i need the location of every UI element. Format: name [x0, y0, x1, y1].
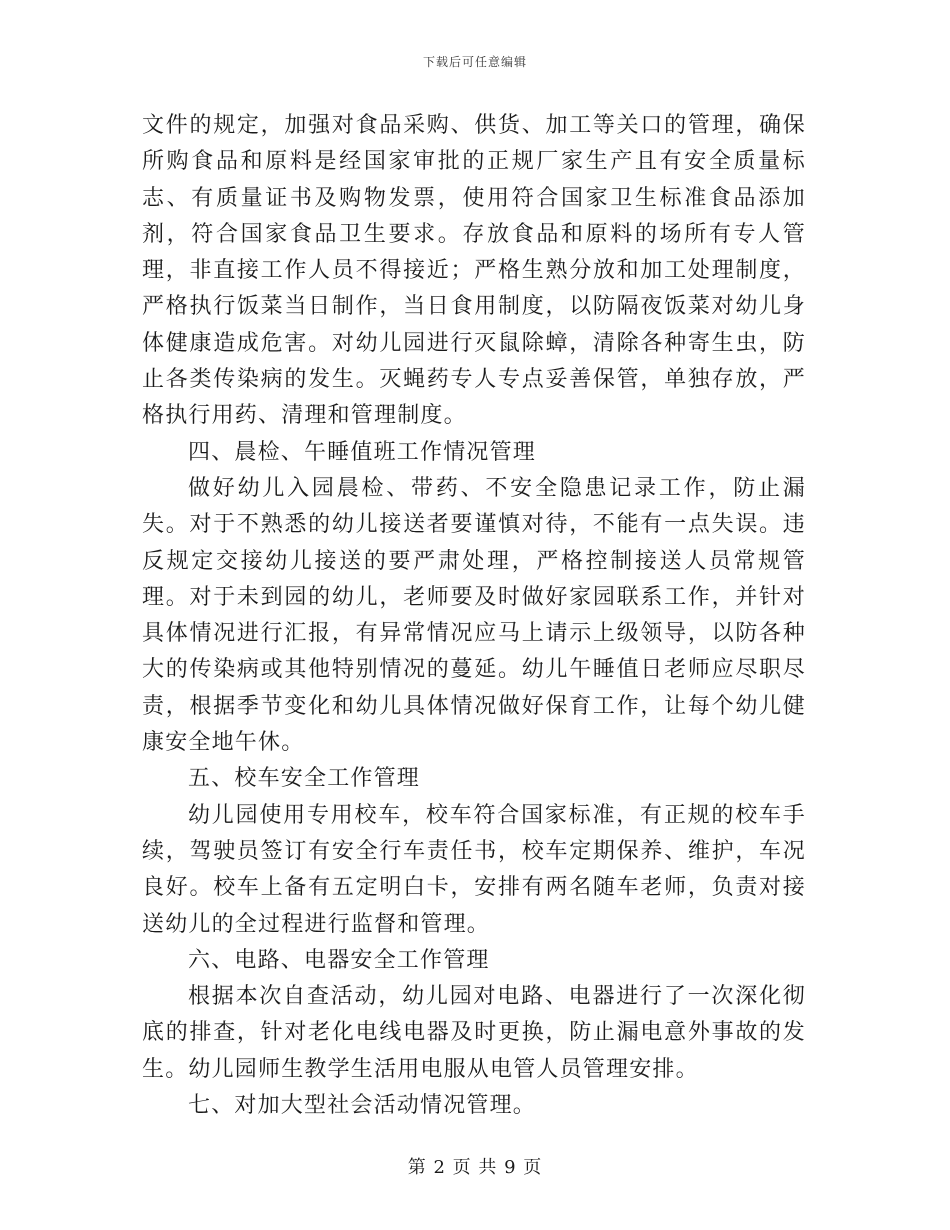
header-note: 下载后可任意编辑 [422, 55, 527, 69]
section-heading-school-bus: 五、校车安全工作管理 [188, 766, 421, 792]
section-heading-social-activities: 七、对加大型社会活动情况管理。 [188, 1093, 537, 1119]
page-number: 第 2 页 共 9 页 [407, 1157, 543, 1178]
section-heading-morning-check: 四、晨检、午睡值班工作情况管理 [188, 439, 537, 465]
paragraph-school-bus: 幼儿园使用专用校车，校车符合国家标准，有正规的校车手续，驾驶员签订有安全行车责任书，校车定期保养、维护，车况良好。校车上备有五定明白卡，安排有两名随车老师，负责对接送幼儿的全过程进行监督和管理。 [142, 802, 806, 937]
paragraph-electrical: 根据本次自查活动，幼儿园对电路、电器进行了一次深化彻底的排查，针对老化电线电器及时更换，防止漏电意外事故的发生。幼儿园师生教学生活用电服从电管人员管理安排。 [142, 984, 806, 1082]
paragraph-morning-check: 做好幼儿入园晨检、带药、不安全隐患记录工作，防止漏失。对于不熟悉的幼儿接送者要谨慎对待，不能有一点失误。违反规定交接幼儿接送的要严肃处理，严格控制接送人员常规管理。对于未到园的幼儿，老师要及时做好家园联系工作，并针对具体情况进行汇报，有异常情况应马上请示上级领导，以防各种大的传染病或其他特别情况的蔓延。幼儿午睡值日老师应尽职尽责，根据季节变化和幼儿具体情况做好保育工作，让每个幼儿健康安全地午休。 [142, 475, 806, 756]
section-heading-electrical: 六、电路、电器安全工作管理 [188, 947, 490, 973]
paragraph-food-safety: 文件的规定，加强对食品采购、供货、加工等关口的管理，确保所购食品和原料是经国家审批的正规厂家生产且有安全质量标志、有质量证书及购物发票，使用符合国家卫生标准食品添加剂，符合国家食品卫生要求。存放食品和原料的场所有专人管理，非直接工作人员不得接近；严格生熟分放和加工处理制度，严格执行饭菜当日制作，当日食用制度，以防隔夜饭菜对幼儿身体健康造成危害。对幼儿园进行灭鼠除蟑，清除各种寄生虫，防止各类传染病的发生。灭蝇药专人专点妥善保管，单独存放，严格执行用药、清理和管理制度。 [142, 113, 806, 429]
document-body [142, 108, 806, 1124]
